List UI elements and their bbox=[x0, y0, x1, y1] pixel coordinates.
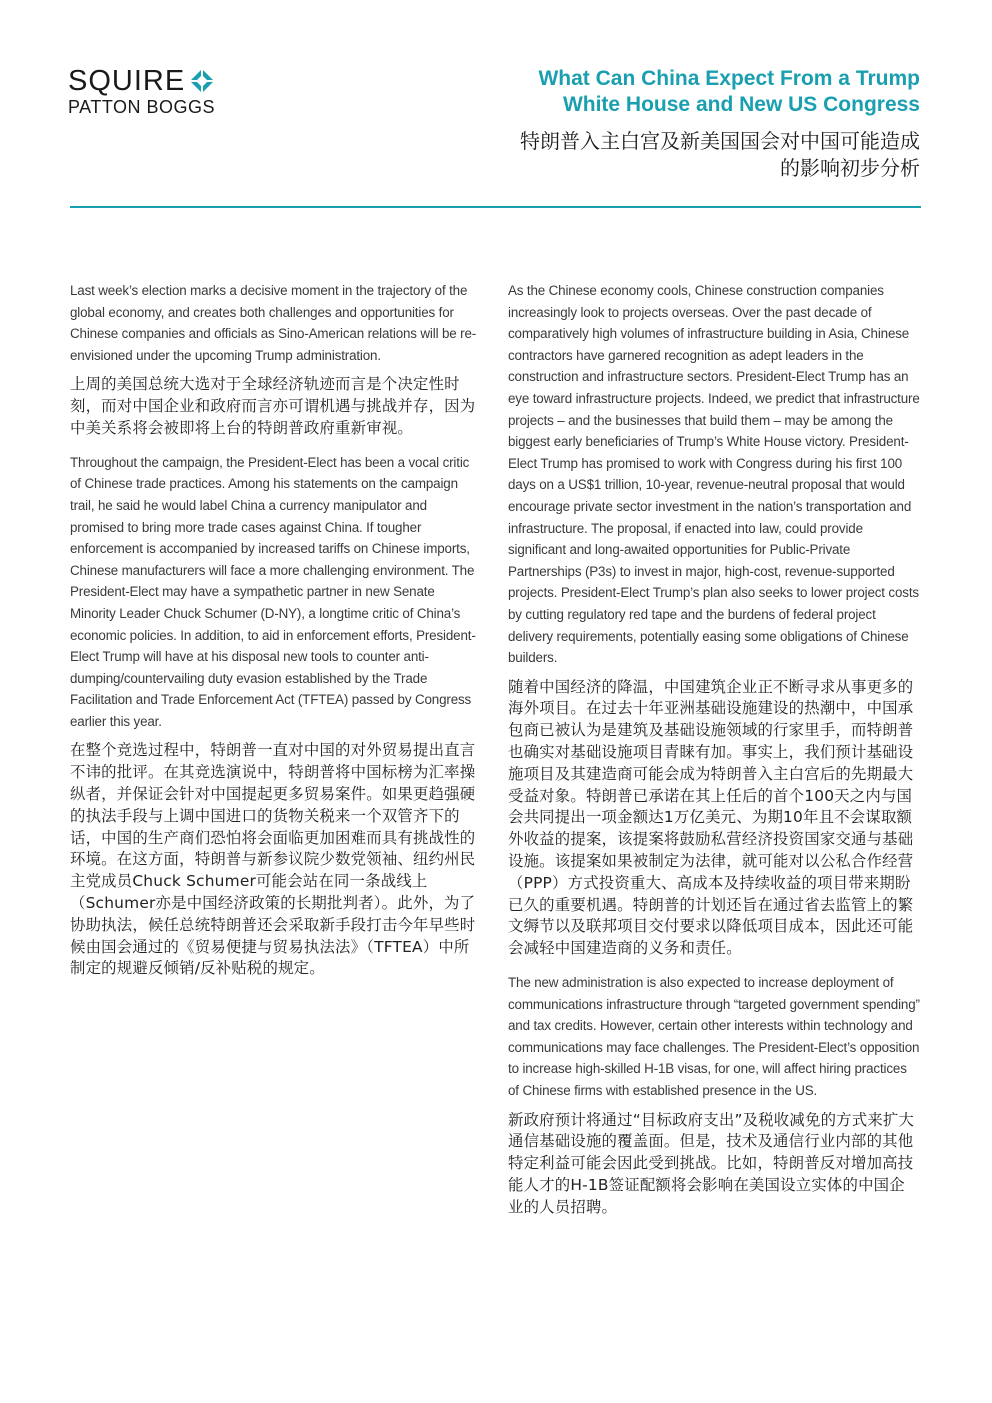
company-logo bbox=[68, 66, 268, 118]
squire-diamond-icon bbox=[189, 68, 215, 94]
left-column bbox=[70, 280, 482, 992]
document-title bbox=[440, 66, 920, 182]
logo-top-row bbox=[68, 66, 268, 96]
header-divider bbox=[70, 206, 921, 208]
right-column bbox=[508, 280, 920, 1231]
logo-line-1: SQUIRE bbox=[68, 65, 186, 97]
title-en-line-2: White House and New US Congress bbox=[562, 93, 920, 116]
page-header bbox=[0, 0, 992, 210]
paragraph-zh-election: 上周的美国总统大选对于全球经济轨迹而言是个决定性时刻，而对中国企业和政府而言亦可谓机遇与挑战并存，因为中美关系将会被即将上台的特朗普政府重新审视。 bbox=[70, 375, 476, 437]
paragraph-en-election: Last week’s election marks a decisive moment in the trajectory of the global economy, and creates both challenges and opportunities for Chinese companies and officials as Sino-American relations will be re-envisioned under the upcoming Trump administration. bbox=[70, 283, 477, 363]
paragraph-en-trade: Throughout the campaign, the President-Elect has been a vocal critic of Chinese trade practices. Among his statements on the campaign trail, he said he would label China a currency manipulator and promised to bring more trade cases against China. If tougher enforcement is accompanied by increased tariffs on Chinese imports, Chinese manufacturers will face a more challenging environment. The President-Elect may have a sympathetic partner in new Senate Minority Leader Chuck Schumer (D-NY), a longtime critic of China’s economic policies. In addition, to aid in enforcement efforts, President-Elect Trump will have at his disposal new tools to counter anti-dumping/countervailing duty evasion established by the Trade Facilitation and Trade Enforcement Act (TFTEA) passed by Congress earlier this year. bbox=[70, 454, 476, 729]
paragraph-zh-trade: 在整个竞选过程中，特朗普一直对中国的对外贸易提出直言不讳的批评。在其竞选演说中，特朗普将中国标榜为汇率操纵者，并保证会针对中国提起更多贸易案件。如果更趋强硬的执法手段与上调中国进口的货物关税来一个双管齐下的话，中国的生产商们恐怕将会面临更加困难而具有挑战性的环境。在这方面，特朗普与新参议院少数党领袖、纽约州民主党成员Chuck Schumer可能会站在同一条战线上（Schumer亦是中国经济政策的长期批判者）。此外，为了协助执法，候任总统特朗普还会采取新手段打击今年早些时候由国会通过的《贸易便捷与贸易执法法》（TFTEA）中所制定的规避反倾销/反补贴税的规定。 bbox=[70, 741, 476, 978]
logo-line-2: PATTON BOGGS bbox=[68, 97, 216, 117]
title-chinese bbox=[440, 128, 920, 182]
title-zh-line-2: 的影响初步分析 bbox=[780, 156, 920, 180]
title-en-line-1: What Can China Expect From a Trump bbox=[538, 67, 920, 90]
paragraph-zh-communications: 新政府预计将通过“目标政府支出”及税收减免的方式来扩大通信基础设施的覆盖面。但是，技术及通信行业内部的其他特定利益可能会因此受到挑战。比如，特朗普反对增加高技能人才的H-1B签证配额将会影响在美国设立实体的中国企业的人员招聘。 bbox=[508, 1110, 915, 1216]
paragraph-en-communications: The new administration is also expected to increase deployment of communications infrastructure through “targeted government spending” and tax credits. However, certain other interests within technology and communications may face challenges. The President-Elect’s opposition to increase high-skilled H-1B visas, for one, will affect hiring practices of Chinese firms with established presence in the US. bbox=[508, 975, 920, 1099]
title-english bbox=[440, 66, 920, 118]
paragraph-en-infrastructure: As the Chinese economy cools, Chinese construction companies increasingly look to projects overseas. Over the past decade of comparatively high volumes of infrastructure building in Asia, Chinese contractors have garnered recognition as adept leaders in the construction and infrastructure sectors. President-Elect Trump has an eye toward infrastructure projects. Indeed, we predict that infrastructure projects – and the businesses that build them – may be among the biggest early beneficiaries of Trump’s White House victory. President-Elect Trump has promised to work with Congress during his first 100 days on a US$1 trillion, 10-year, revenue-neutral proposal that would encourage private sector investment in the nation’s transportation and infrastructure. The proposal, if enacted into law, could provide significant and long-awaited opportunities for Public-Private Partnerships (P3s) to invest in major, high-cost, revenue-supported projects. President-Elect Trump’s plan also seeks to lower project costs by cutting regulatory red tape and the burdens of federal project delivery requirements, potentially easing some obligations of Chinese builders. bbox=[508, 283, 920, 666]
title-zh-line-1: 特朗普入主白宫及新美国国会对中国可能造成 bbox=[520, 129, 920, 153]
paragraph-zh-infrastructure: 随着中国经济的降温，中国建筑企业正不断寻求从事更多的海外项目。在过去十年亚洲基础设施建设的热潮中，中国承包商已被认为是建筑及基础设施领域的行家里手，而特朗普也确实对基础设施项目青睐有加。事实上，我们预计基础设施项目及其建造商可能会成为特朗普入主白宫后的先期最大受益对象。特朗普已承诺在其上任后的首个100天之内与国会共同提出一项金额达1万亿美元、为期10年且不会谋取额外收益的提案，该提案将鼓励私营经济投资国家交通与基础设施。该提案如果被制定为法律，就可能对以公私合作经营（PPP）方式投资重大、高成本及持续收益的项目带来期盼已久的重要机遇。特朗普的计划还旨在通过省去监管上的繁文缛节以及联邦项目交付要求以降低项目成本，因此还可能会减轻中国建造商的义务和责任。 bbox=[508, 677, 914, 958]
